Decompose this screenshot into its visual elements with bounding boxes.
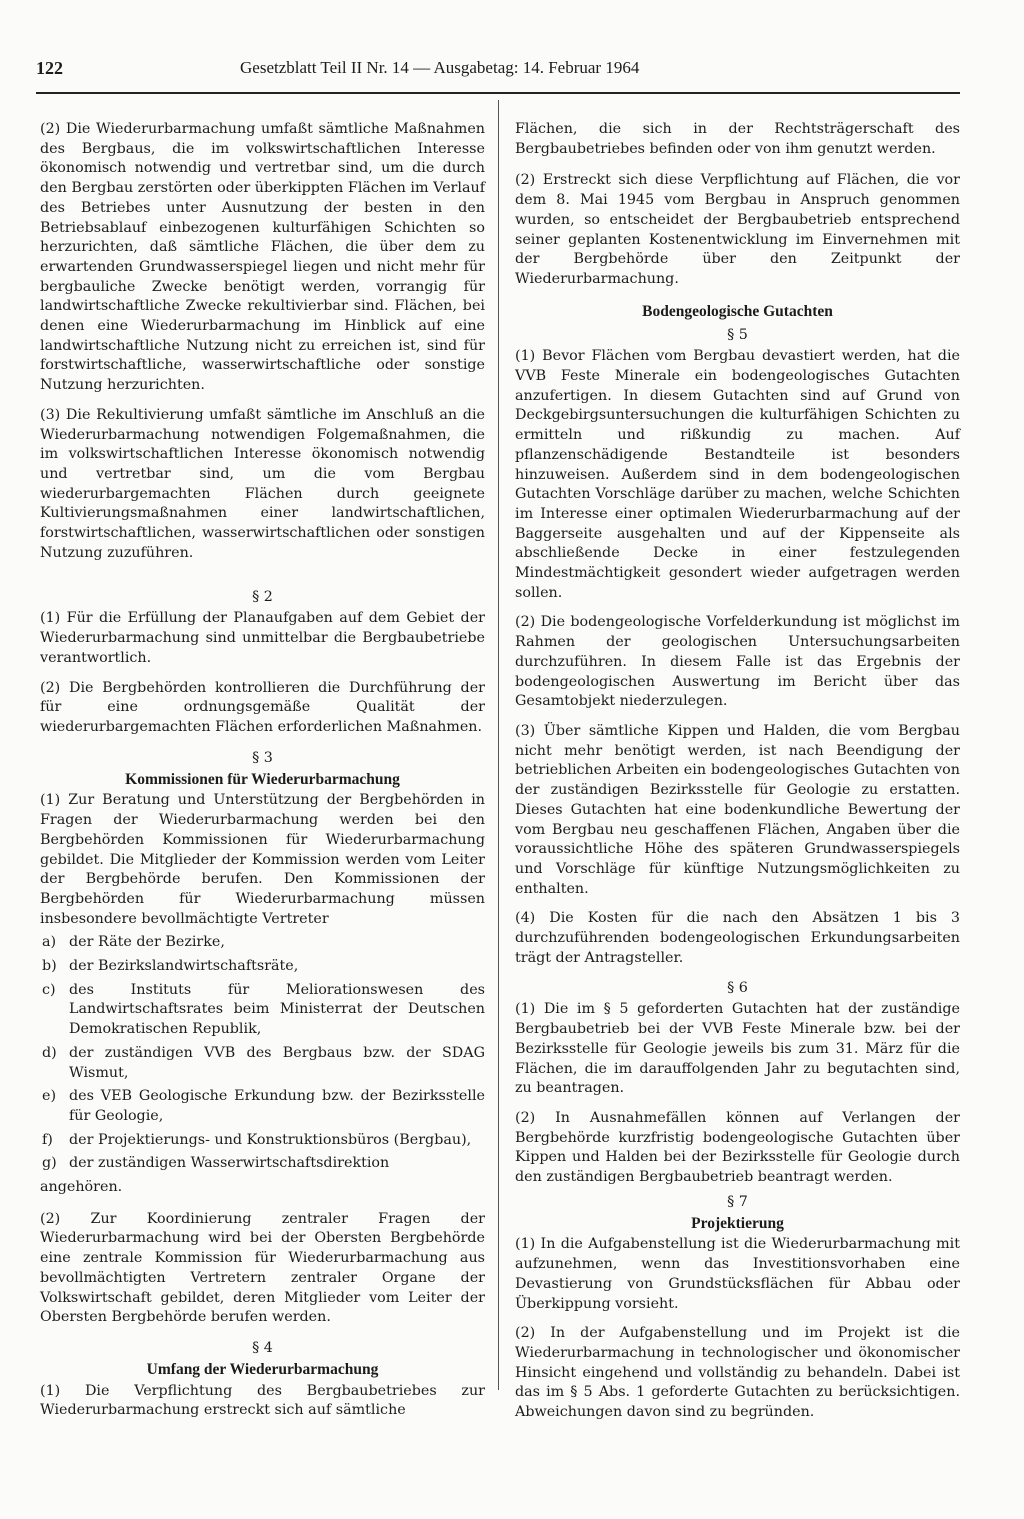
paragraph: Flächen, die sich in der Rechtsträgerschaft des Bergbaubetriebes befinden oder von ihm genutzt werden. (515, 121, 960, 157)
paragraph: (2) Zur Koordinierung zentraler Fragen der Wiederurbarmachung wird bei der Obersten Bergbehörde eine zentrale Kommission für Wiederurbarmachung aus bevollmächtigten Vertretern zentraler Organe der Volkswirtschaft gebildet, deren Mitglieder vom Leiter der Obersten Bergbehörde berufen werden. (40, 1210, 485, 1326)
section-heading: Kommissionen für Wiederurbarmachung (125, 770, 400, 788)
paragraph: (1) Für die Erfüllung der Planaufgaben auf dem Gebiet der Wiederurbarmachung sind unmittelbar die Bergbaubetriebe verantwortlich. (40, 610, 485, 666)
paragraph-tail: angehören. (40, 1179, 123, 1196)
list-text: des VEB Geologische Erkundung bzw. der Bezirksstelle für Geologie, (69, 1088, 485, 1124)
page-header (36, 58, 640, 84)
list-item (40, 1154, 485, 1174)
list-item (40, 1087, 485, 1126)
section-number: § 7 (727, 1193, 748, 1210)
section-number: § 4 (252, 1339, 273, 1356)
list-item (40, 1044, 485, 1083)
list-text: des Instituts für Meliorationswesen des Landwirtschaftsrates beim Ministerrat der Deutschen Demokratischen Republik, (69, 981, 485, 1038)
list-marker: a) (42, 934, 57, 951)
paragraph: (1) Die Verpflichtung des Bergbaubetriebes zur Wiederurbarmachung erstreckt sich auf sämtliche (40, 1382, 485, 1419)
list-marker: d) (42, 1044, 57, 1061)
list-marker: f) (42, 1131, 53, 1148)
paragraph: (1) Zur Beratung und Unterstützung der Bergbehörden in Fragen der Wiederurbarmachung werden bei den Bergbehörden Kommissionen für Wiederurbarmachung gebildet. Die Mitglieder der Kommission werden vom Leiter der Bergbehörde berufen. Den Kommissionen der Bergbehörden für Wiederurbarmachung müssen insbesondere bevollmächtigte Vertreter (40, 792, 485, 927)
header-title: Gesetzblatt Teil II Nr. 14 — Ausgabetag: 14. Februar 1964 (240, 58, 640, 77)
list-item (40, 1131, 485, 1151)
column-divider (498, 100, 499, 1390)
member-list (40, 933, 485, 1174)
header-rule (36, 92, 960, 94)
left-column (40, 120, 485, 1431)
paragraph: (3) Über sämtliche Kippen und Halden, die vom Bergbau nicht mehr benötigt werden, ist nach Beendigung der betrieblichen Arbeiten ein bodengeologisches Gutachten von der zuständigen Bezirksstelle für Geologie zu erstatten. Dieses Gutachten hat eine bodenkundliche Bewertung der vom Bergbau neu geschaffenen Flächen, Angaben über die voraussichtliche Höhe des späteren Grundwasserspiegels und Vorschläge für künftige Nutzungsmöglichkeiten zu enthalten. (515, 722, 960, 897)
paragraph: (1) Die im § 5 geforderten Gutachten hat der zuständige Bergbaubetrieb bei der VVB Feste Minerale bzw. bei der Bezirksstelle für Geologie jeweils bis zum 31. März für die Flächen, die im darauffolgenden Jahr zu begutachten sind, zu beantragen. (515, 1001, 960, 1097)
section-number: § 3 (252, 749, 273, 766)
list-text: der Räte der Bezirke, (69, 934, 225, 951)
section-number: § 2 (252, 589, 273, 606)
list-item (40, 981, 485, 1040)
paragraph: (3) Die Rekultivierung umfaßt sämtliche im Anschluß an die Wiederurbarmachung notwendigen Folgemaßnahmen, die im volkswirtschaftlichen Interesse ökonomisch notwendig und vertretbar sind, um die vom Bergbau wiederurbargemachten Flächen durch geeignete Kultivierungsmaßnahmen einer landwirtschaftlichen, forstwirtschaftlichen, wasserwirtschaftlichen oder sonstigen Nutzung zuzuführen. (40, 406, 485, 561)
paragraph: (2) In Ausnahmefällen können auf Verlangen der Bergbehörde kurzfristig bodengeologische Gutachten über Kippen und Halden bei der Bezirksstelle für Geologie durch den zuständigen Bergbaubetrieb beantragt werden. (515, 1109, 960, 1186)
paragraph: (2) Erstreckt sich diese Verpflichtung auf Flächen, die vor dem 8. Mai 1945 vom Bergbau in Anspruch genommen wurden, so entscheidet der Bergbaubetrieb entsprechend seiner geplanten Kostenentwicklung im Einvernehmen mit der Bergbehörde über den Zeitpunkt der Wiederurbarmachung. (515, 172, 960, 287)
list-marker: e) (42, 1088, 57, 1105)
paragraph: (2) In der Aufgabenstellung und im Projekt ist die Wiederurbarmachung in technologischer und ökonomischer Hinsicht eingehend und vollständig zu behandeln. Dabei ist das im § 5 Abs. 1 geforderte Gutachten zu berücksichtigen. Abweichungen davon sind zu begründen. (515, 1325, 960, 1421)
page-number: 122 (36, 58, 63, 78)
paragraph: (1) Bevor Flächen vom Bergbau devastiert werden, hat die VVB Feste Minerale ein bodengeologisches Gutachten anzufertigen. In diesem Gutachten sind auf Grund von Deckgebirgsuntersuchungen die kulturfähigen Schichten zu ermitteln und rißkundig zu machen. Auf pflanzenschädigende Bestandteile ist besonders hinzuweisen. Außerdem sind in dem bodengeologischen Gutachten Vorschläge darüber zu machen, welche Schichten im Interesse einer optimalen Wiederurbarmachung auf der Baggerseite ausgehalten und auf der Kippenseite als abschließende Decke in einer festzulegenden Mindestmächtigkeit gesondert wieder aufgetragen werden sollen. (515, 348, 960, 601)
list-marker: b) (42, 958, 57, 975)
list-text: der zuständigen VVB des Bergbaus bzw. der SDAG Wismut, (69, 1044, 485, 1081)
list-text: der zuständigen Wasserwirtschaftsdirektion (69, 1155, 390, 1172)
section-heading: Projektierung (691, 1214, 784, 1232)
list-item (40, 957, 485, 977)
list-marker: g) (42, 1155, 57, 1172)
list-text: der Bezirkslandwirtschaftsräte, (69, 958, 299, 975)
list-item (40, 933, 485, 953)
list-marker: c) (42, 981, 56, 998)
list-text: der Projektierungs- und Konstruktionsbüros (Bergbau), (69, 1131, 472, 1148)
section-number: § 5 (727, 327, 748, 344)
paragraph: (2) Die bodengeologische Vorfelderkundung ist möglichst im Rahmen der geologischen Untersuchungsarbeiten durchzuführen. In diesem Falle ist das Ergebnis der bodengeologischen Auswertung im Bericht über das Gesamtobjekt niederzulegen. (515, 614, 960, 710)
section-heading: Umfang der Wiederurbarmachung (146, 1360, 379, 1378)
paragraph: (2) Die Bergbehörden kontrollieren die Durchführung der für eine ordnungsgemäße Qualität der wiederurbargemachten Flächen erforderlichen Maßnahmen. (40, 679, 485, 735)
right-column (515, 120, 960, 1433)
paragraph: (2) Die Wiederurbarmachung umfaßt sämtliche Maßnahmen des Bergbaus, die im volkswirtschaftlichen Interesse ökonomisch notwendig und vertretbar sind, um die durch den Bergbau zerstörten oder überkippten Flächen im Verlauf des Betriebes unter Ausnutzung der besten in den Betriebsablauf einbezogenen kulturfähigen Schichten so herzurichten, daß sämtliche Flächen, die über dem zu erwartenden Grundwasserspiegel liegen und nicht mehr für bergbauliche Zwecke benötigt werden, vorrangig für landwirtschaftliche Zwecke rekultivierbar sind. Flächen, bei denen eine Wiederurbarmachung im Hinblick auf eine landwirtschaftliche Nutzung nicht zu erreichen ist, sind für forstwirtschaftliche, wasserwirtschaftliche oder sonstige Nutzung herzurichten. (40, 121, 485, 394)
paragraph: (4) Die Kosten für die nach den Absätzen 1 bis 3 durchzuführenden bodengeologischen Erkundungsarbeiten trägt der Antragsteller. (515, 910, 960, 966)
section-number: § 6 (727, 980, 748, 997)
section-heading: Bodengeologische Gutachten (642, 302, 833, 320)
paragraph: (1) In die Aufgabenstellung ist die Wiederurbarmachung mit aufzunehmen, wenn das Investitionsvorhaben eine Devastierung von Grundstücksflächen für Abbau oder Überkippung vorsieht. (515, 1236, 960, 1312)
